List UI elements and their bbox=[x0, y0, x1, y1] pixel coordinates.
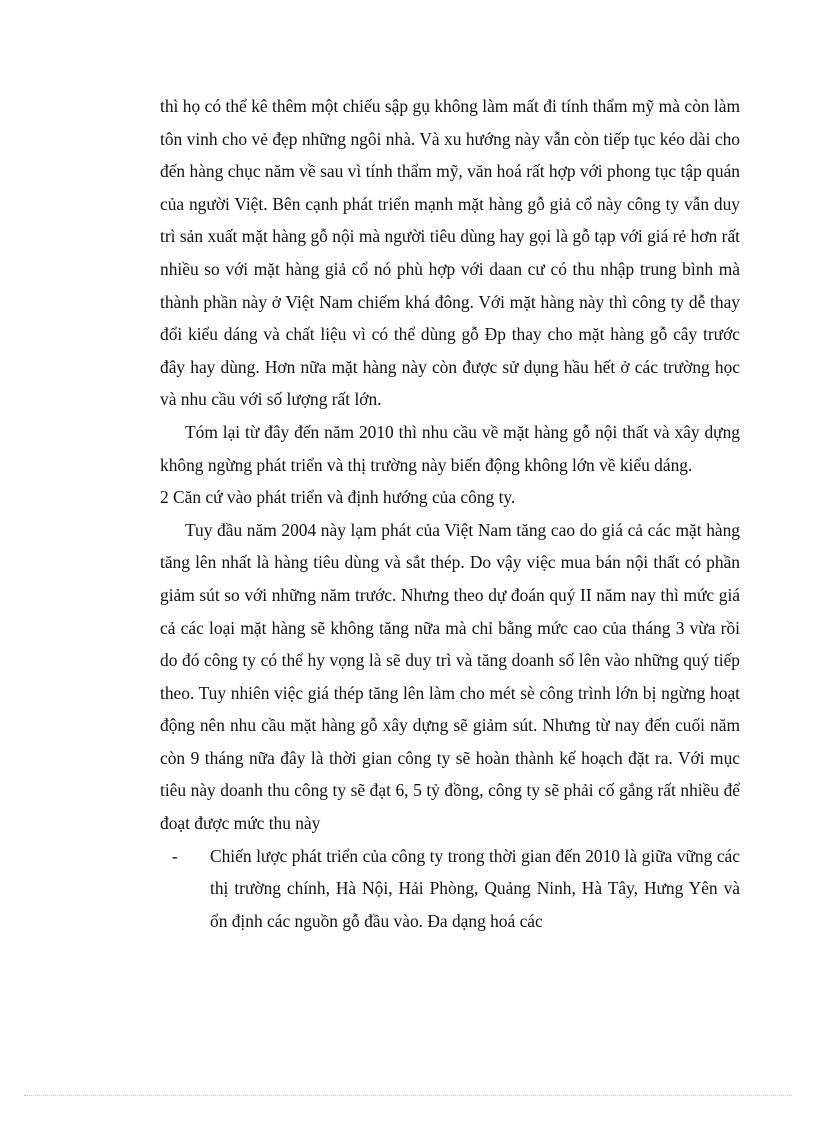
list-item-text: Chiến lược phát triển của công ty trong thời gian đến 2010 là giữa vững các thị trường chính, Hà Nội, Hải Phòng, Quảng Ninh, Hà Tây, Hưng Yên và ổn định các nguồn gỗ đầu vào. Đa dạng hoá các bbox=[210, 845, 740, 931]
paragraph-furniture-trend: thì họ có thể kê thêm một chiếu sập gụ không làm mất đi tính thẩm mỹ mà còn làm tôn vinh cho vẻ đẹp những ngôi nhà. Và xu hướng này vẫn còn tiếp tục kéo dài cho đến hàng chục năm về sau vì tính thẩm mỹ, văn hoá rất hợp với phong tục tập quán của người Việt. Bên cạnh phát triển mạnh mặt hàng gỗ giả cổ này công ty vẫn duy trì sản xuất mặt hàng gỗ nội mà người tiêu dùng hay gọi là gỗ tạp với giá rẻ hơn rất nhiều so với mặt hàng giả cổ nó phù hợp với daan cư có thu nhập trung bình mà thành phần này ở Việt Nam chiếm khá đông. Với mặt hàng này thì công ty dễ thay đổi kiểu dáng và chất liệu vì có thể dùng gỗ Đp thay cho mặt hàng gỗ cây trước đây hay dùng. Hơn nữa mặt hàng này còn được sử dụng hầu hết ở các trường học và nhu cầu với số lượng rất lớn. bbox=[160, 96, 740, 410]
list-item-strategy bbox=[160, 840, 740, 938]
page-bottom-divider bbox=[24, 1095, 792, 1096]
paragraph-inflation-2004: Tuy đầu năm 2004 này lạm phát của Việt Nam tăng cao do giá cả các mặt hàng tăng lên nhất là hàng tiêu dùng và sắt thép. Do vậy việc mua bán nội thất có phần giảm sút so với những năm trước. Nhưng theo dự đoán quý II năm nay thì mức giá cả các loại mặt hàng sẽ không tăng nữa mà chỉ bằng mức cao của tháng 3 vừa rồi do đó công ty có thể hy vọng là sẽ duy trì và tăng doanh số lên vào những quý tiếp theo. Tuy nhiên việc giá thép tăng lên làm cho mét sè công trình lớn bị ngừng hoạt động nên nhu cầu mặt hàng gỗ xây dựng sẽ giảm sút. Nhưng từ nay đến cuối năm còn 9 tháng nữa đây là thời gian công ty sẽ hoàn thành kế hoạch đặt ra. Với mục tiêu này doanh thu công ty sẽ đạt 6, 5 tỷ đồng, công ty sẽ phải cố gắng rất nhiều để đoạt được mức thu này bbox=[160, 519, 740, 834]
paragraph-summary-2010: Tóm lại từ đây đến năm 2010 thì nhu cầu về mặt hàng gỗ nội thất và xây dựng không ngừng phát triển và thị trường này biến động không lớn về kiểu dáng. bbox=[160, 421, 740, 475]
list-bullet: - bbox=[172, 845, 178, 866]
section-heading: 2 Căn cứ vào phát triển và định hướng của công ty. bbox=[160, 487, 516, 508]
document-body bbox=[160, 90, 740, 937]
